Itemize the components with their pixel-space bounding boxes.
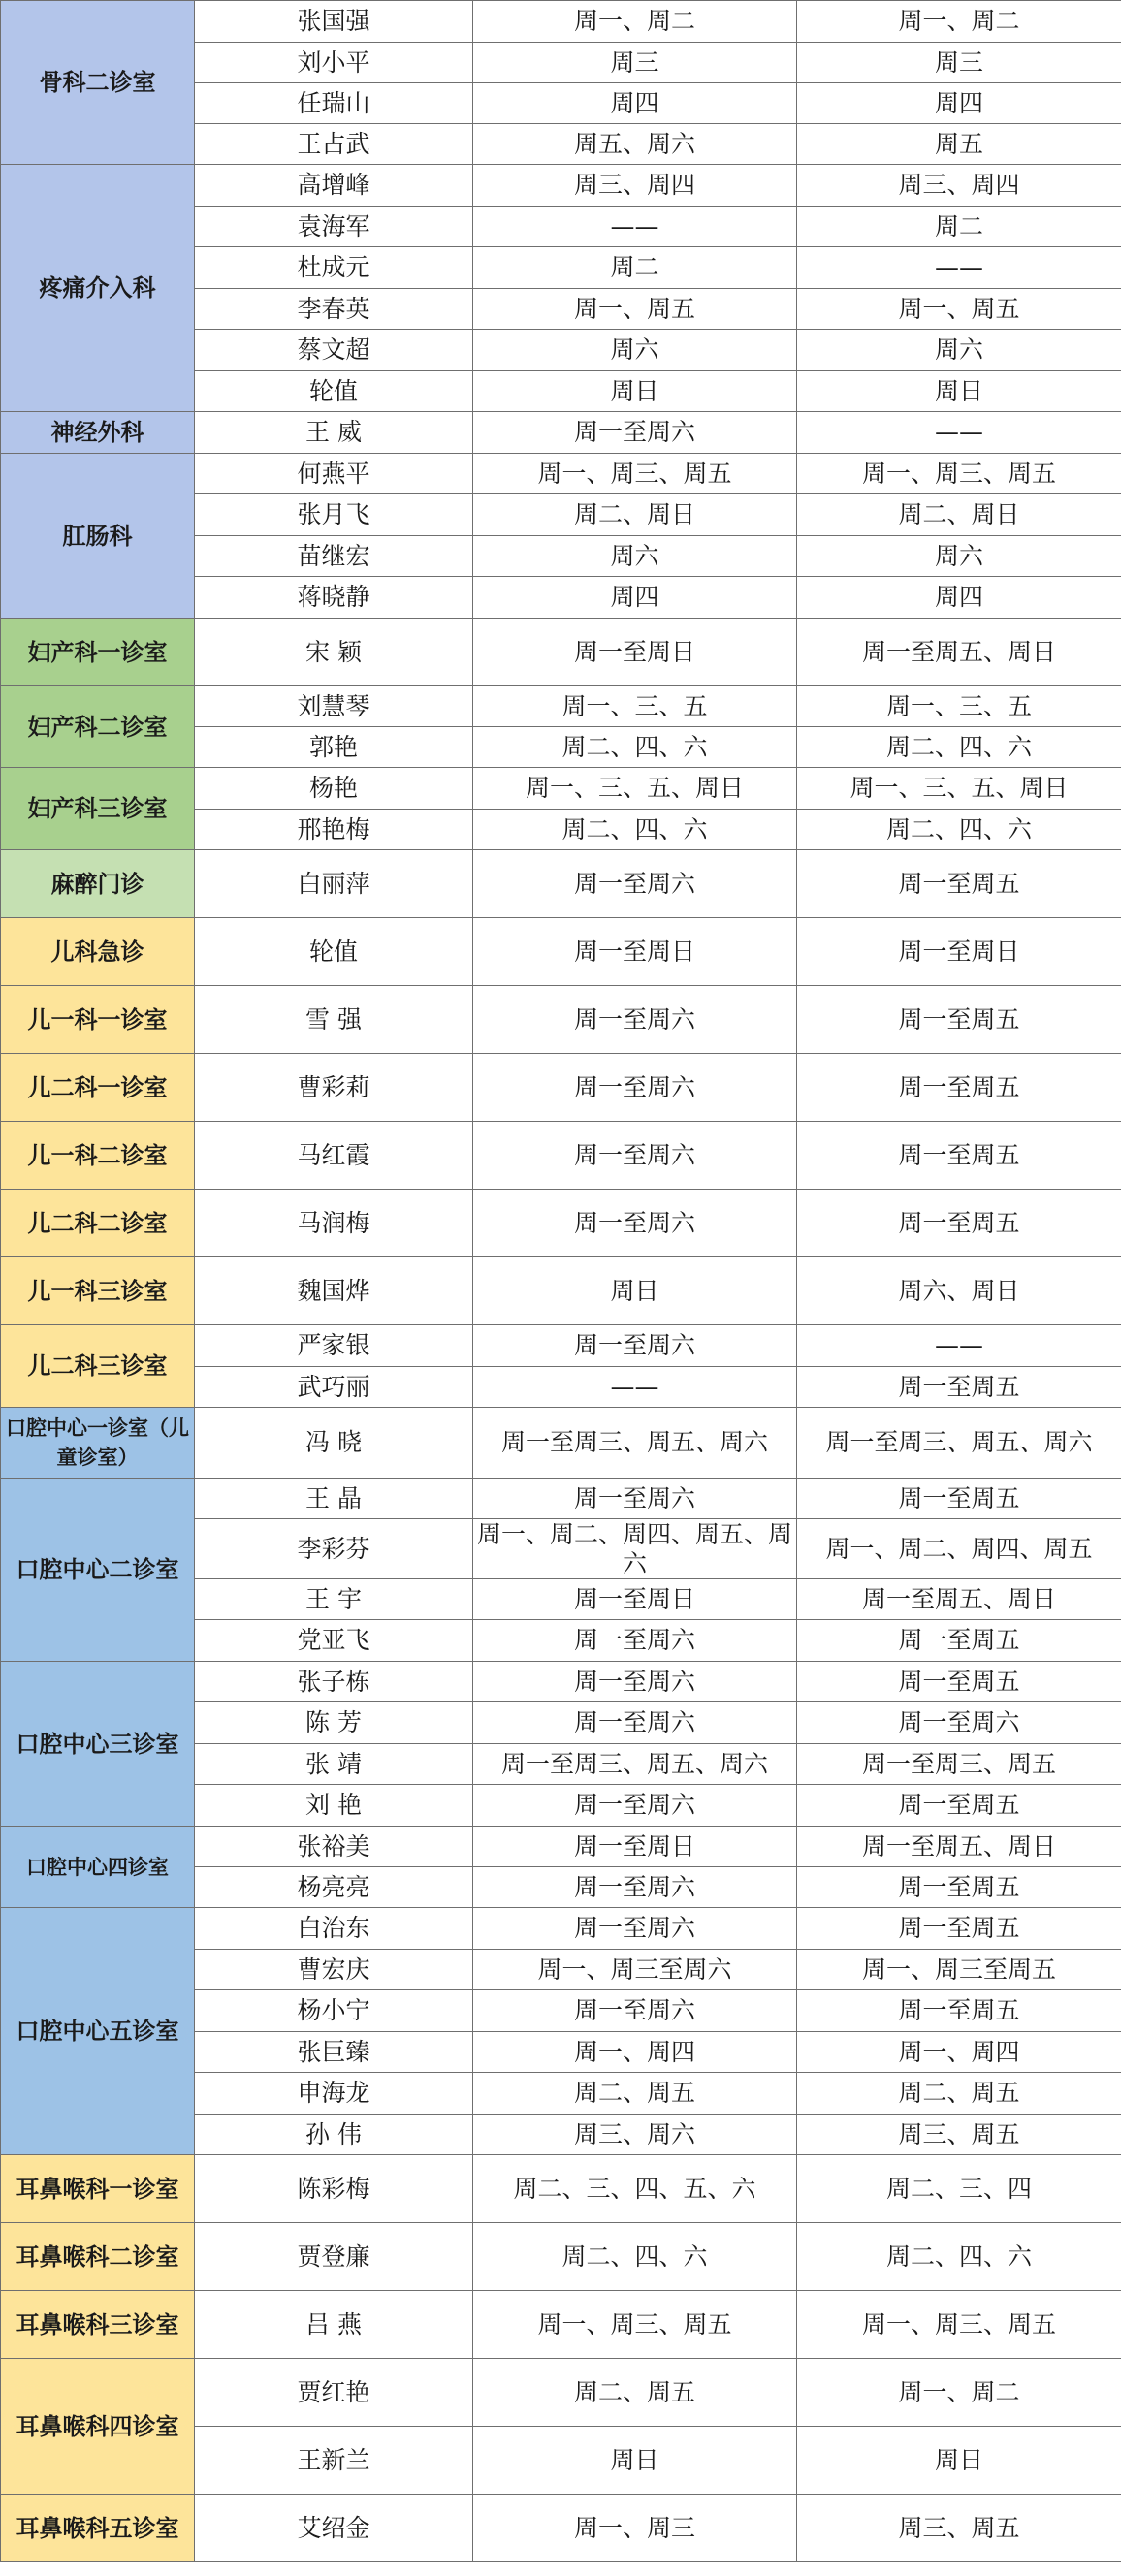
department-cell: 儿一科三诊室 [1, 1257, 195, 1325]
schedule-b-cell: 周日 [797, 371, 1121, 412]
schedule-b-cell: 周一至周日 [797, 918, 1121, 986]
schedule-a-cell: 周一至周六 [473, 1990, 797, 2032]
schedule-a-cell: 周日 [473, 2427, 797, 2495]
doctor-cell: 艾绍金 [195, 2495, 473, 2562]
schedule-b-cell: 周一至周五、周日 [797, 1579, 1121, 1620]
table-row [1, 1908, 1121, 1950]
schedule-b-cell: 周三、周四 [797, 165, 1121, 207]
schedule-a-cell: 周五、周六 [473, 124, 797, 165]
schedule-a-cell: 周一、三、五、周日 [473, 768, 797, 810]
table-row [1, 2155, 1121, 2223]
schedule-a-cell: 周一至周六 [473, 1190, 797, 1257]
doctor-cell: 雪 强 [195, 986, 473, 1054]
doctor-cell: 郭艳 [195, 727, 473, 768]
table-row [1, 850, 1121, 918]
table-row [1, 165, 1121, 207]
schedule-b-cell: 周一、周二 [797, 2359, 1121, 2427]
schedule-b-cell: —— [797, 412, 1121, 454]
schedule-b-cell: 周一至周五 [797, 986, 1121, 1054]
schedule-a-cell: 周三、周六 [473, 2115, 797, 2155]
department-cell: 口腔中心二诊室 [1, 1479, 195, 1662]
doctor-cell: 张国强 [195, 1, 473, 43]
schedule-b-cell: 周五 [797, 124, 1121, 165]
schedule-b-cell: 周一、三、五 [797, 686, 1121, 727]
schedule-a-cell: 周一、周三、周五 [473, 2291, 797, 2359]
department-cell: 口腔中心四诊室 [1, 1827, 195, 1908]
schedule-b-cell: 周二、三、四 [797, 2155, 1121, 2223]
schedule-b-cell: 周一、三、五、周日 [797, 768, 1121, 810]
schedule-b-cell: —— [797, 1325, 1121, 1367]
schedule-a-cell: 周一至周六 [473, 986, 797, 1054]
schedule-b-cell: 周一至周五 [797, 1620, 1121, 1662]
schedule-b-cell: 周二、周日 [797, 494, 1121, 536]
schedule-a-cell: 周日 [473, 1257, 797, 1325]
schedule-b-cell: 周一至周五 [797, 1867, 1121, 1908]
schedule-a-cell: 周一至周六 [473, 1122, 797, 1190]
schedule-b-cell: 周一至周五 [797, 1054, 1121, 1122]
department-cell: 儿二科三诊室 [1, 1325, 195, 1408]
schedule-a-cell: 周一至周日 [473, 1827, 797, 1867]
department-cell: 耳鼻喉科四诊室 [1, 2359, 195, 2495]
doctor-cell: 刘 艳 [195, 1785, 473, 1827]
schedule-b-cell: 周一至周五 [797, 850, 1121, 918]
table-row [1, 1479, 1121, 1519]
schedule-b-cell: 周一至周五 [797, 1367, 1121, 1408]
schedule-a-cell: 周六 [473, 536, 797, 577]
schedule-a-cell: 周一至周日 [473, 619, 797, 686]
schedule-a-cell: 周一至周三、周五、周六 [473, 1744, 797, 1785]
schedule-a-cell: 周三 [473, 43, 797, 83]
department-cell: 儿科急诊 [1, 918, 195, 986]
schedule-a-cell: 周一至周六 [473, 1325, 797, 1367]
schedule-body [1, 1, 1121, 2562]
doctor-cell: 邢艳梅 [195, 810, 473, 850]
schedule-b-cell: 周六 [797, 536, 1121, 577]
department-cell: 口腔中心三诊室 [1, 1662, 195, 1827]
schedule-a-cell: 周二、四、六 [473, 2223, 797, 2291]
schedule-a-cell: 周一、周二、周四、周五、周六 [473, 1519, 797, 1579]
table-row [1, 1257, 1121, 1325]
doctor-cell: 苗继宏 [195, 536, 473, 577]
schedule-b-cell: 周一至周五、周日 [797, 1827, 1121, 1867]
schedule-a-cell: 周二、周日 [473, 494, 797, 536]
table-row [1, 2495, 1121, 2562]
schedule-a-cell: 周一、周五 [473, 289, 797, 330]
schedule-a-cell: 周一至周六 [473, 850, 797, 918]
schedule-b-cell: 周三 [797, 43, 1121, 83]
schedule-a-cell: —— [473, 207, 797, 247]
schedule-b-cell: 周一至周三、周五 [797, 1744, 1121, 1785]
doctor-cell: 孙 伟 [195, 2115, 473, 2155]
schedule-b-cell: 周一至周五 [797, 1785, 1121, 1827]
doctor-cell: 王新兰 [195, 2427, 473, 2495]
doctor-cell: 王 晶 [195, 1479, 473, 1519]
table-row [1, 1, 1121, 43]
schedule-b-cell: 周一至周三、周五、周六 [797, 1408, 1121, 1479]
doctor-cell: 贾红艳 [195, 2359, 473, 2427]
doctor-cell: 轮值 [195, 371, 473, 412]
schedule-a-cell: 周四 [473, 83, 797, 124]
department-cell: 耳鼻喉科一诊室 [1, 2155, 195, 2223]
department-cell: 儿二科二诊室 [1, 1190, 195, 1257]
schedule-a-cell: 周二、周五 [473, 2359, 797, 2427]
schedule-a-cell: 周一、三、五 [473, 686, 797, 727]
schedule-b-cell: 周一、周三至周五 [797, 1950, 1121, 1990]
schedule-b-cell: 周一至周五 [797, 1122, 1121, 1190]
doctor-cell: 杨亮亮 [195, 1867, 473, 1908]
doctor-cell: 白治东 [195, 1908, 473, 1950]
doctor-cell: 王占武 [195, 124, 473, 165]
schedule-b-cell: 周日 [797, 2427, 1121, 2495]
schedule-b-cell: 周四 [797, 577, 1121, 619]
schedule-a-cell: —— [473, 1367, 797, 1408]
doctor-cell: 高增峰 [195, 165, 473, 207]
schedule-b-cell: 周二 [797, 207, 1121, 247]
table-row [1, 412, 1121, 454]
doctor-cell: 马润梅 [195, 1190, 473, 1257]
doctor-cell: 张裕美 [195, 1827, 473, 1867]
doctor-cell: 魏国烨 [195, 1257, 473, 1325]
schedule-a-cell: 周三、周四 [473, 165, 797, 207]
schedule-a-cell: 周一、周三、周五 [473, 454, 797, 494]
doctor-cell: 冯 晓 [195, 1408, 473, 1479]
schedule-a-cell: 周一至周六 [473, 1662, 797, 1702]
doctor-cell: 武巧丽 [195, 1367, 473, 1408]
doctor-cell: 李春英 [195, 289, 473, 330]
schedule-b-cell: 周二、四、六 [797, 2223, 1121, 2291]
doctor-cell: 蔡文超 [195, 330, 473, 371]
schedule-a-cell: 周二、四、六 [473, 727, 797, 768]
department-cell: 耳鼻喉科五诊室 [1, 2495, 195, 2562]
table-row [1, 2223, 1121, 2291]
schedule-a-cell: 周一至周六 [473, 1702, 797, 1744]
schedule-b-cell: 周一、周三、周五 [797, 454, 1121, 494]
department-cell: 儿一科二诊室 [1, 1122, 195, 1190]
doctor-cell: 蒋晓静 [195, 577, 473, 619]
table-row [1, 1662, 1121, 1702]
doctor-cell: 张月飞 [195, 494, 473, 536]
schedule-a-cell: 周一至周六 [473, 1908, 797, 1950]
doctor-cell: 宋 颖 [195, 619, 473, 686]
schedule-a-cell: 周一至周六 [473, 1054, 797, 1122]
doctor-cell: 杨艳 [195, 768, 473, 810]
schedule-b-cell: 周四 [797, 83, 1121, 124]
schedule-a-cell: 周四 [473, 577, 797, 619]
department-cell: 耳鼻喉科三诊室 [1, 2291, 195, 2359]
table-row [1, 768, 1121, 810]
schedule-a-cell: 周一、周四 [473, 2032, 797, 2073]
schedule-b-cell: 周一至周五 [797, 1908, 1121, 1950]
department-cell: 神经外科 [1, 412, 195, 454]
schedule-a-cell: 周日 [473, 371, 797, 412]
schedule-b-cell: 周一、周五 [797, 289, 1121, 330]
doctor-cell: 何燕平 [195, 454, 473, 494]
schedule-b-cell: 周一至周五 [797, 1990, 1121, 2032]
schedule-a-cell: 周六 [473, 330, 797, 371]
schedule-a-cell: 周二、三、四、五、六 [473, 2155, 797, 2223]
doctor-cell: 贾登廉 [195, 2223, 473, 2291]
schedule-b-cell: 周一至周五 [797, 1190, 1121, 1257]
schedule-a-cell: 周二、四、六 [473, 810, 797, 850]
doctor-cell: 任瑞山 [195, 83, 473, 124]
doctor-cell: 张子栋 [195, 1662, 473, 1702]
doctor-cell: 陈彩梅 [195, 2155, 473, 2223]
schedule-b-cell: 周一、周三、周五 [797, 2291, 1121, 2359]
schedule-a-cell: 周一至周日 [473, 1579, 797, 1620]
table-row [1, 986, 1121, 1054]
schedule-a-cell: 周一至周日 [473, 918, 797, 986]
table-row [1, 1408, 1121, 1479]
table-row [1, 1122, 1121, 1190]
department-cell: 骨科二诊室 [1, 1, 195, 165]
schedule-a-cell: 周一、周二 [473, 1, 797, 43]
department-cell: 儿一科一诊室 [1, 986, 195, 1054]
doctor-cell: 杨小宁 [195, 1990, 473, 2032]
doctor-cell: 马红霞 [195, 1122, 473, 1190]
schedule-b-cell: 周二、四、六 [797, 727, 1121, 768]
schedule-b-cell: 周一至周六 [797, 1702, 1121, 1744]
table-row [1, 918, 1121, 986]
department-cell: 儿二科一诊室 [1, 1054, 195, 1122]
schedule-b-cell: 周一至周五 [797, 1662, 1121, 1702]
table-row [1, 1827, 1121, 1867]
department-cell: 妇产科三诊室 [1, 768, 195, 850]
doctor-cell: 严家银 [195, 1325, 473, 1367]
department-cell: 疼痛介入科 [1, 165, 195, 412]
schedule-b-cell: 周二、周五 [797, 2073, 1121, 2115]
schedule-b-cell: 周六、周日 [797, 1257, 1121, 1325]
department-cell: 耳鼻喉科二诊室 [1, 2223, 195, 2291]
schedule-b-cell: —— [797, 247, 1121, 289]
doctor-cell: 张 靖 [195, 1744, 473, 1785]
table-row [1, 619, 1121, 686]
table-row [1, 686, 1121, 727]
department-cell: 妇产科一诊室 [1, 619, 195, 686]
table-row [1, 1325, 1121, 1367]
doctor-cell: 陈 芳 [195, 1702, 473, 1744]
doctor-cell: 王 威 [195, 412, 473, 454]
schedule-b-cell: 周一至周五 [797, 1479, 1121, 1519]
schedule-a-cell: 周二、周五 [473, 2073, 797, 2115]
schedule-a-cell: 周一、周三 [473, 2495, 797, 2562]
schedule-b-cell: 周三、周五 [797, 2495, 1121, 2562]
schedule-a-cell: 周一至周六 [473, 1785, 797, 1827]
schedule-a-cell: 周一至周六 [473, 1620, 797, 1662]
doctor-cell: 王 宇 [195, 1579, 473, 1620]
doctor-cell: 党亚飞 [195, 1620, 473, 1662]
doctor-cell: 白丽萍 [195, 850, 473, 918]
schedule-a-cell: 周一至周六 [473, 1867, 797, 1908]
doctor-cell: 曹彩莉 [195, 1054, 473, 1122]
schedule-b-cell: 周三、周五 [797, 2115, 1121, 2155]
department-cell: 麻醉门诊 [1, 850, 195, 918]
schedule-b-cell: 周六 [797, 330, 1121, 371]
doctor-cell: 袁海军 [195, 207, 473, 247]
doctor-cell: 张巨臻 [195, 2032, 473, 2073]
schedule-a-cell: 周一、周三至周六 [473, 1950, 797, 1990]
table-row [1, 2359, 1121, 2427]
table-row [1, 454, 1121, 494]
doctor-cell: 刘慧琴 [195, 686, 473, 727]
schedule-a-cell: 周一至周六 [473, 412, 797, 454]
department-cell: 肛肠科 [1, 454, 195, 619]
schedule-a-cell: 周二 [473, 247, 797, 289]
schedule-b-cell: 周一至周五、周日 [797, 619, 1121, 686]
schedule-b-cell: 周一、周二 [797, 1, 1121, 43]
doctor-cell: 轮值 [195, 918, 473, 986]
schedule-a-cell: 周一至周六 [473, 1479, 797, 1519]
department-cell: 口腔中心五诊室 [1, 1908, 195, 2155]
schedule-b-cell: 周一、周二、周四、周五 [797, 1519, 1121, 1579]
doctor-cell: 曹宏庆 [195, 1950, 473, 1990]
table-row [1, 1054, 1121, 1122]
table-row [1, 1190, 1121, 1257]
table-row [1, 2291, 1121, 2359]
doctor-cell: 申海龙 [195, 2073, 473, 2115]
doctor-cell: 李彩芬 [195, 1519, 473, 1579]
doctor-cell: 刘小平 [195, 43, 473, 83]
department-cell: 妇产科二诊室 [1, 686, 195, 768]
schedule-a-cell: 周一至周三、周五、周六 [473, 1408, 797, 1479]
department-cell: 口腔中心一诊室（儿童诊室） [1, 1408, 195, 1479]
schedule-b-cell: 周一、周四 [797, 2032, 1121, 2073]
schedule-b-cell: 周二、四、六 [797, 810, 1121, 850]
doctor-cell: 吕 燕 [195, 2291, 473, 2359]
doctor-cell: 杜成元 [195, 247, 473, 289]
